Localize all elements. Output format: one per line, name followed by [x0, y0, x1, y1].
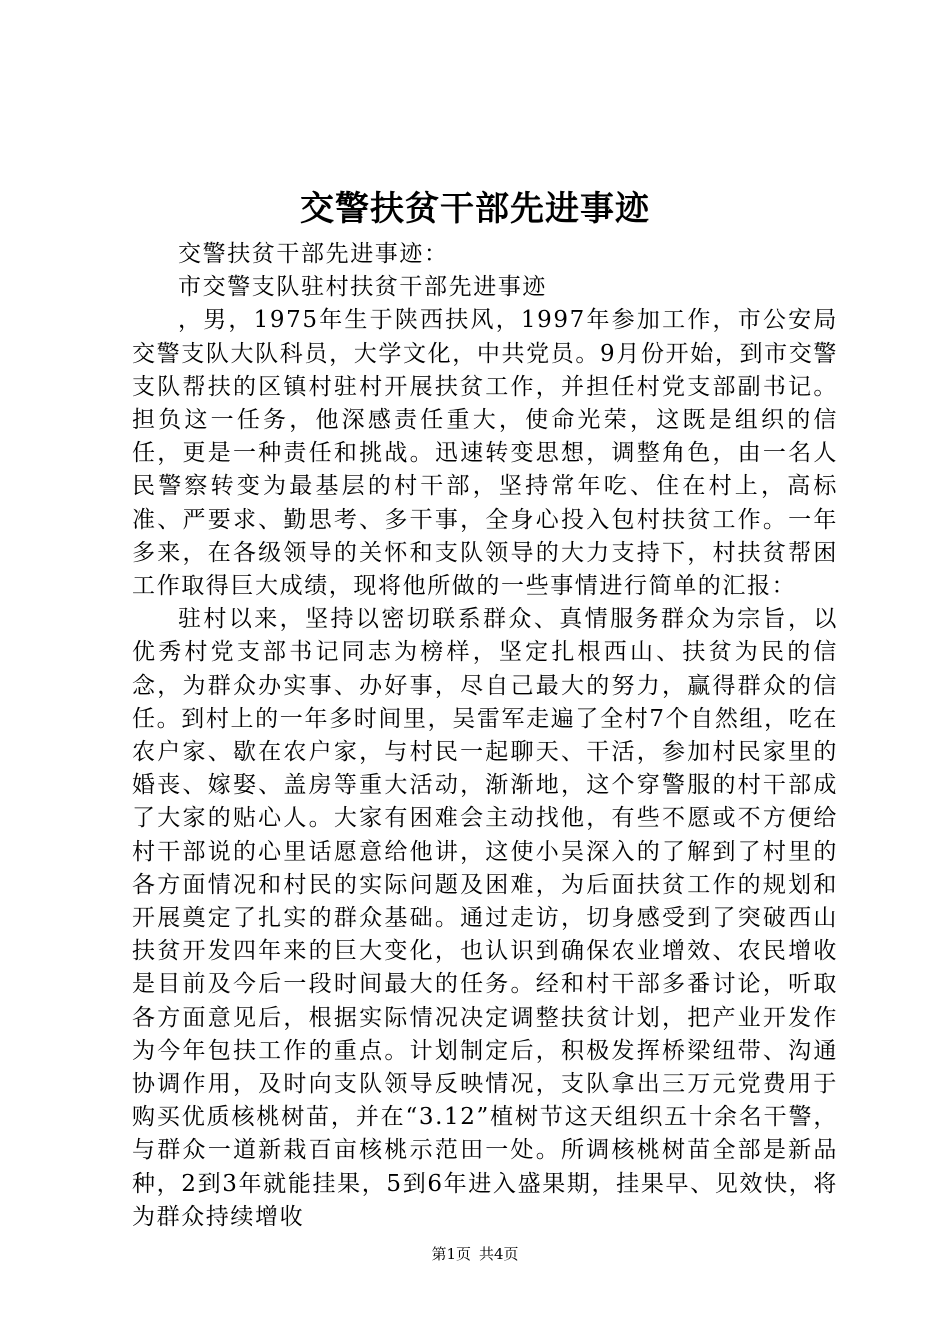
paragraph-intro: ，男，1975年生于陕西扶风，1997年参加工作，市公安局交警支队大队科员，大学文化，中共党员。9月份开始，到市交警支队帮扶的区镇村驻村开展扶贫工作，并担任村党支部副书记。担负这一任务，他深感责任重大，使命光荣，这既是组织的信任，更是一种责任和挑战。迅速转变思想，调整角色，由一名人民警察转变为最基层的村干部，坚持常年吃、住在村上，高标准、严要求、勤思考、多干事，全身心投入包村扶贫工作。一年多来，在各级领导的关怀和支队领导的大力支持下，村扶贫帮困工作取得巨大成绩，现将他所做的一些事情进行简单的汇报： — [132, 307, 838, 600]
page-number: 第1页 — [431, 1245, 471, 1263]
paragraph-heading-1: 交警扶贫干部先进事迹： — [178, 241, 449, 267]
document-title: 交警扶贫干部先进事迹 — [300, 189, 650, 229]
document-body — [132, 238, 838, 1234]
page-total: 共4页 — [479, 1245, 519, 1263]
paragraph-heading-2: 市交警支队驻村扶贫干部先进事迹 — [178, 274, 547, 301]
paragraph-main: 驻村以来，坚持以密切联系群众、真情服务群众为宗旨，以优秀村党支部书记同志为榜样，坚定扎根西山、扶贫为民的信念，为群众办实事、办好事，尽自己最大的努力，赢得群众的信任。到村上的一年多时间里，吴雷军走遍了全村7个自然组，吃在农户家、歇在农户家，与村民一起聊天、干活，参加村民家里的婚丧、嫁娶、盖房等重大活动，渐渐地，这个穿警服的村干部成了大家的贴心人。大家有困难会主动找他，有些不愿或不方便给村干部说的心里话愿意给他讲，这使小吴深入的了解到了村里的各方面情况和村民的实际问题及困难，为后面扶贫工作的规划和开展奠定了扎实的群众基础。通过走访，切身感受到了突破西山扶贫开发四年来的巨大变化，也认识到确保农业增效、农民增收是目前及今后一段时间最大的任务。经和村干部多番讨论，听取各方面意见后，根据实际情况决定调整扶贫计划，把产业开发作为今年包扶工作的重点。计划制定后，积极发挥桥梁纽带、沟通协调作用，及时向支队领导反映情况，支队拿出三万元党费用于购买优质核桃树苗，并在“3.12”植树节这天组织五十余名干警，与群众一道新栽百亩核桃示范田一处。所调核桃树苗全部是新品种，2到3年就能挂果，5到6年进入盛果期，挂果早、见效快，将为群众持续增收 — [132, 606, 838, 1230]
page-footer — [0, 1244, 950, 1264]
